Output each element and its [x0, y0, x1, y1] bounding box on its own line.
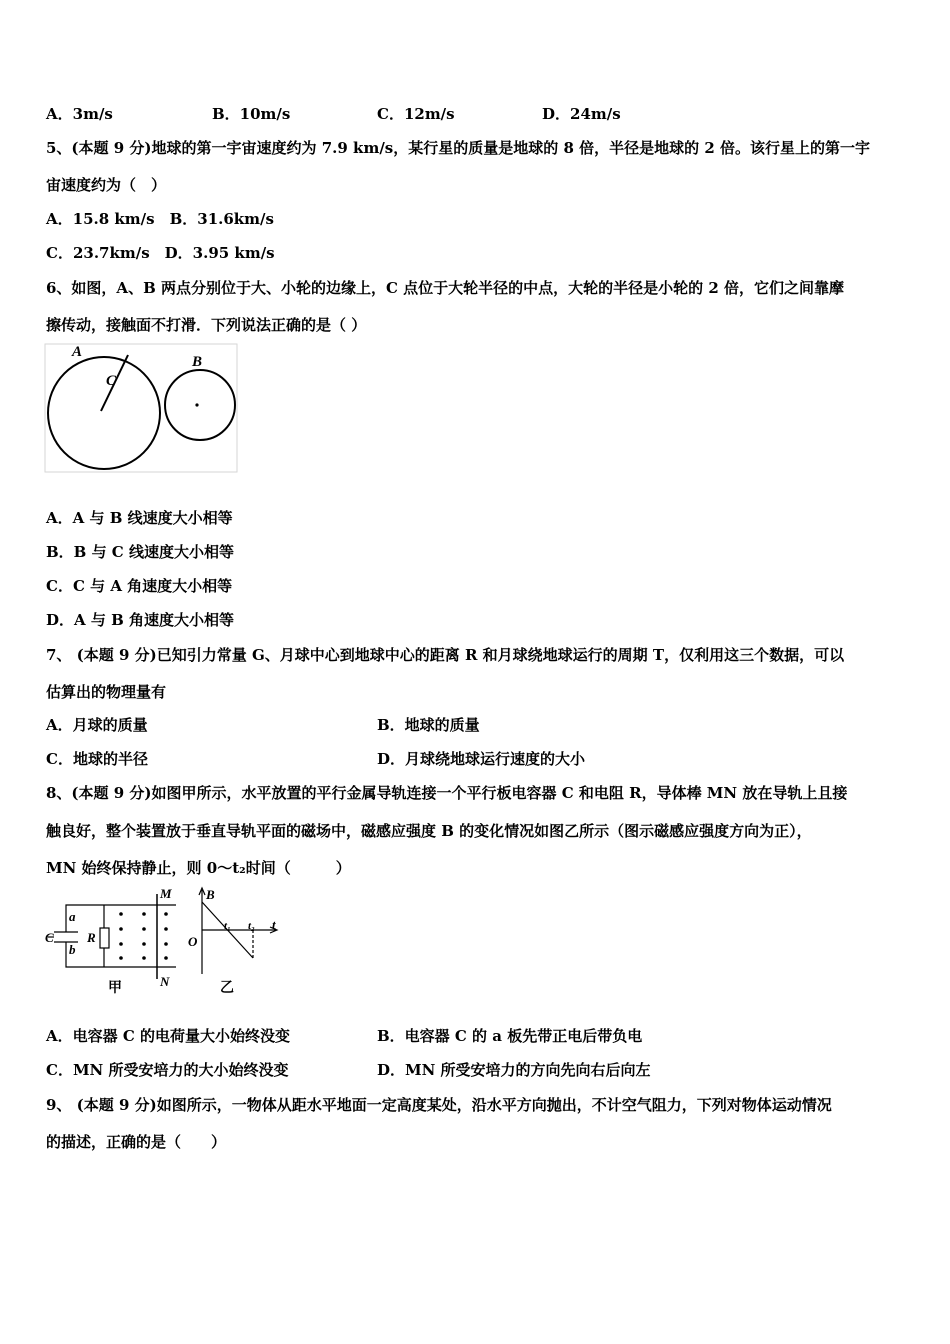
- field-dot: [119, 912, 123, 916]
- origin-label: O: [188, 934, 198, 949]
- field-dot: [164, 942, 168, 946]
- q5-options-ab: A．15.8 km/s B．31.6km/s: [46, 210, 274, 228]
- q5-stem-line1: 5、(本题 9 分)地球的第一宇宙速度约为 7.9 km/s，某行星的质量是地球的 8 倍，半径是地球的 2 倍。该行星上的第一宇: [46, 139, 871, 157]
- point-a-label: A: [72, 344, 83, 360]
- figure-jia-caption: 甲: [108, 981, 122, 996]
- q4-option-d: D．24m/s: [542, 105, 621, 123]
- q8-option-c: C．MN 所受安培力的大小始终没变: [46, 1061, 289, 1079]
- label-n: N: [160, 974, 170, 989]
- q9-stem-line2: 的描述，正确的是（ ）: [46, 1133, 227, 1151]
- q8-stem-line1: 8、(本题 9 分)如图甲所示，水平放置的平行金属导轨连接一个平行板电容器 C 和电阻 R，导体棒 MN 放在导轨上且接: [46, 784, 848, 802]
- field-dot: [164, 927, 168, 931]
- friction-wheels-figure: [44, 343, 240, 475]
- point-b-label: B: [192, 354, 203, 370]
- q6-option-d: D．A 与 B 角速度大小相等: [46, 611, 234, 629]
- point-c-label: C: [106, 373, 117, 389]
- q7-option-a: A．月球的质量: [46, 716, 148, 734]
- magnetic-field-dots: [119, 912, 168, 960]
- small-wheel-center: [195, 403, 198, 406]
- q7-stem-line1: 7、 (本题 9 分)已知引力常量 G、月球中心到地球中心的距离 R 和月球绕地球运行的周期 T，仅利用这三个数据，可以: [46, 646, 845, 664]
- field-dot: [119, 927, 123, 931]
- field-dot: [164, 956, 168, 960]
- q6-stem-line2: 擦传动，接触面不打滑．下列说法正确的是（ ）: [46, 316, 367, 334]
- q8-stem-line3: MN 始终保持静止，则 0～t₂时间（ ）: [46, 859, 351, 877]
- field-dot: [164, 912, 168, 916]
- q7-stem-line2: 估算出的物理量有: [46, 683, 167, 701]
- q6-option-c: C．C 与 A 角速度大小相等: [46, 577, 233, 595]
- t1-label: t₁: [224, 920, 231, 932]
- label-b-plate: b: [69, 942, 76, 957]
- field-dot: [119, 956, 123, 960]
- field-dot: [142, 912, 146, 916]
- figure-yi-caption: 乙: [220, 981, 234, 996]
- large-wheel: [48, 357, 160, 469]
- q6-option-b: B．B 与 C 线速度大小相等: [46, 543, 234, 561]
- field-dot: [142, 956, 146, 960]
- q8-option-d: D．MN 所受安培力的方向先向右后向左: [377, 1061, 651, 1079]
- q4-option-b: B．10m/s: [212, 105, 291, 123]
- q5-stem-line2: 宙速度约为（ ）: [46, 176, 167, 194]
- q4-option-a: A．3m/s: [46, 105, 113, 123]
- field-dot: [142, 927, 146, 931]
- q9-stem-line1: 9、 (本题 9 分)如图所示，一物体从距水平地面一定高度某处，沿水平方向抛出，不计空气阻力，下列对物体运动情况: [46, 1096, 832, 1114]
- q8-option-a: A．电容器 C 的电荷量大小始终没变: [46, 1027, 291, 1045]
- field-dot: [142, 942, 146, 946]
- bt-graph-yi: [184, 884, 284, 998]
- t2-label: t₂: [248, 920, 255, 932]
- t-axis-label: t: [272, 917, 276, 932]
- q8-stem-line2: 触良好，整个装置放于垂直导轨平面的磁场中，磁感应强度 B 的变化情况如图乙所示（图示磁感应强度方向为正），: [46, 822, 812, 840]
- label-a-plate: a: [69, 909, 76, 924]
- small-wheel: [165, 370, 235, 440]
- q4-option-c: C．12m/s: [377, 105, 455, 123]
- q8-option-b: B．电容器 C 的 a 板先带正电后带负电: [377, 1027, 643, 1045]
- q7-option-d: D．月球绕地球运行速度的大小: [377, 750, 586, 768]
- q7-option-c: C．地球的半径: [46, 750, 148, 768]
- axis-label-b: B: [206, 887, 215, 902]
- field-dot: [119, 942, 123, 946]
- figure-border: [45, 344, 237, 472]
- label-m: M: [160, 886, 172, 901]
- label-resistor: R: [87, 930, 96, 945]
- resistor-r: [100, 928, 109, 948]
- circuit-figure-jia: [44, 884, 184, 998]
- q6-option-a: A．A 与 B 线速度大小相等: [46, 509, 233, 527]
- label-capacitor: C: [45, 930, 54, 945]
- q6-stem-line1: 6、如图，A、B 两点分别位于大、小轮的边缘上，C 点位于大轮半径的中点，大轮的半径是小轮的 2 倍，它们之间靠摩: [46, 279, 845, 297]
- q5-options-cd: C．23.7km/s D．3.95 km/s: [46, 244, 275, 262]
- q7-option-b: B．地球的质量: [377, 716, 480, 734]
